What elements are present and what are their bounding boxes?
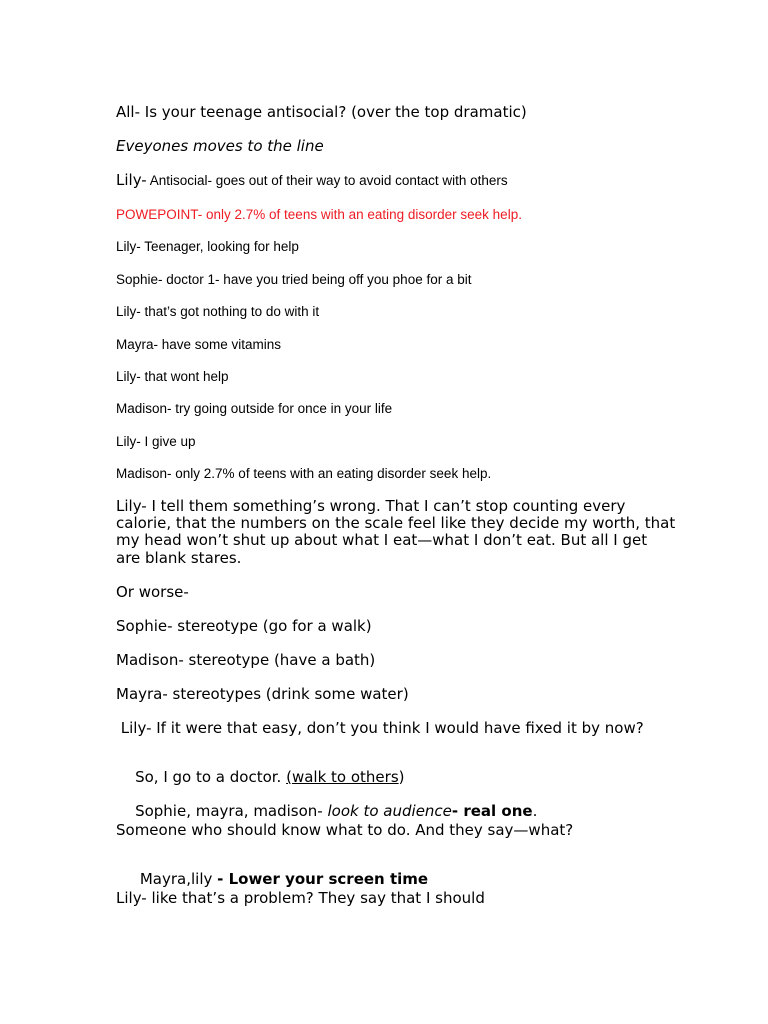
line-or-worse: Or worse- — [116, 583, 189, 601]
real-one-text: - real one — [451, 802, 533, 820]
line-madison-outside: Madison- try going outside for once in your life — [116, 401, 393, 416]
period: . — [532, 802, 538, 820]
line-lily-teenager: Lily- Teenager, looking for help — [116, 239, 299, 254]
line-lily-wont-help: Lily- that wont help — [116, 369, 229, 384]
paragraph-lily-monologue: Lily- I tell them something’s wrong. That I can’t stop counting every calorie, that the numbers on the scale feel like they decide my worth, that my head won’t shut up about what I eat—what I don’t eat. But all I get are blank stares. — [116, 497, 676, 567]
stage-direction-walk-to-others: (walk to others — [286, 768, 399, 786]
line-mayra-vitamins: Mayra- have some vitamins — [116, 337, 282, 352]
line-madison-statistic: Madison- only 2.7% of teens with an eating disorder seek help. — [116, 466, 492, 481]
closing-paren: ) — [398, 768, 405, 786]
speakers-group: Sophie, mayra, madison- — [135, 802, 328, 820]
powerpoint-note: POWEPOINT- only 2.7% of teens with an eating disorder seek help. — [116, 207, 522, 222]
stage-direction-look-to-audience: look to audience — [327, 802, 452, 820]
line-sophie-stereotype: Sophie- stereotype (go for a walk) — [116, 617, 372, 635]
lower-screen-time-text: - Lower your screen time — [217, 870, 429, 888]
line-lily-if-easy: Lily- If it were that easy, don’t you think I would have fixed it by now? — [116, 719, 644, 737]
antisocial-definition: Antisocial- goes out of their way to avoid contact with others — [146, 173, 508, 188]
line-lily-antisocial — [116, 173, 508, 189]
line-lily-give-up: Lily- I give up — [116, 434, 196, 449]
speakers-mayra-lily: Mayra,lily — [135, 870, 218, 888]
line-sophie-doctor: Sophie- doctor 1- have you tried being off you phoe for a bit — [116, 272, 472, 287]
line-lily-problem: Lily- like that’s a problem? They say that I should — [116, 889, 485, 907]
line-lily-nothing-to-do: Lily- that’s got nothing to do with it — [116, 304, 320, 319]
line-someone-should-know: Someone who should know what to do. And they say—what? — [116, 821, 574, 839]
line-madison-stereotype: Madison- stereotype (have a bath) — [116, 651, 376, 669]
stage-direction-move-to-line: Eveyones moves to the line — [116, 137, 324, 155]
doctor-text: So, I go to a doctor. — [135, 768, 287, 786]
line-mayra-stereotypes: Mayra- stereotypes (drink some water) — [116, 685, 409, 703]
speaker-lily: Lily- — [116, 171, 147, 189]
line-all-question: All- Is your teenage antisocial? (over the top dramatic) — [116, 103, 527, 121]
